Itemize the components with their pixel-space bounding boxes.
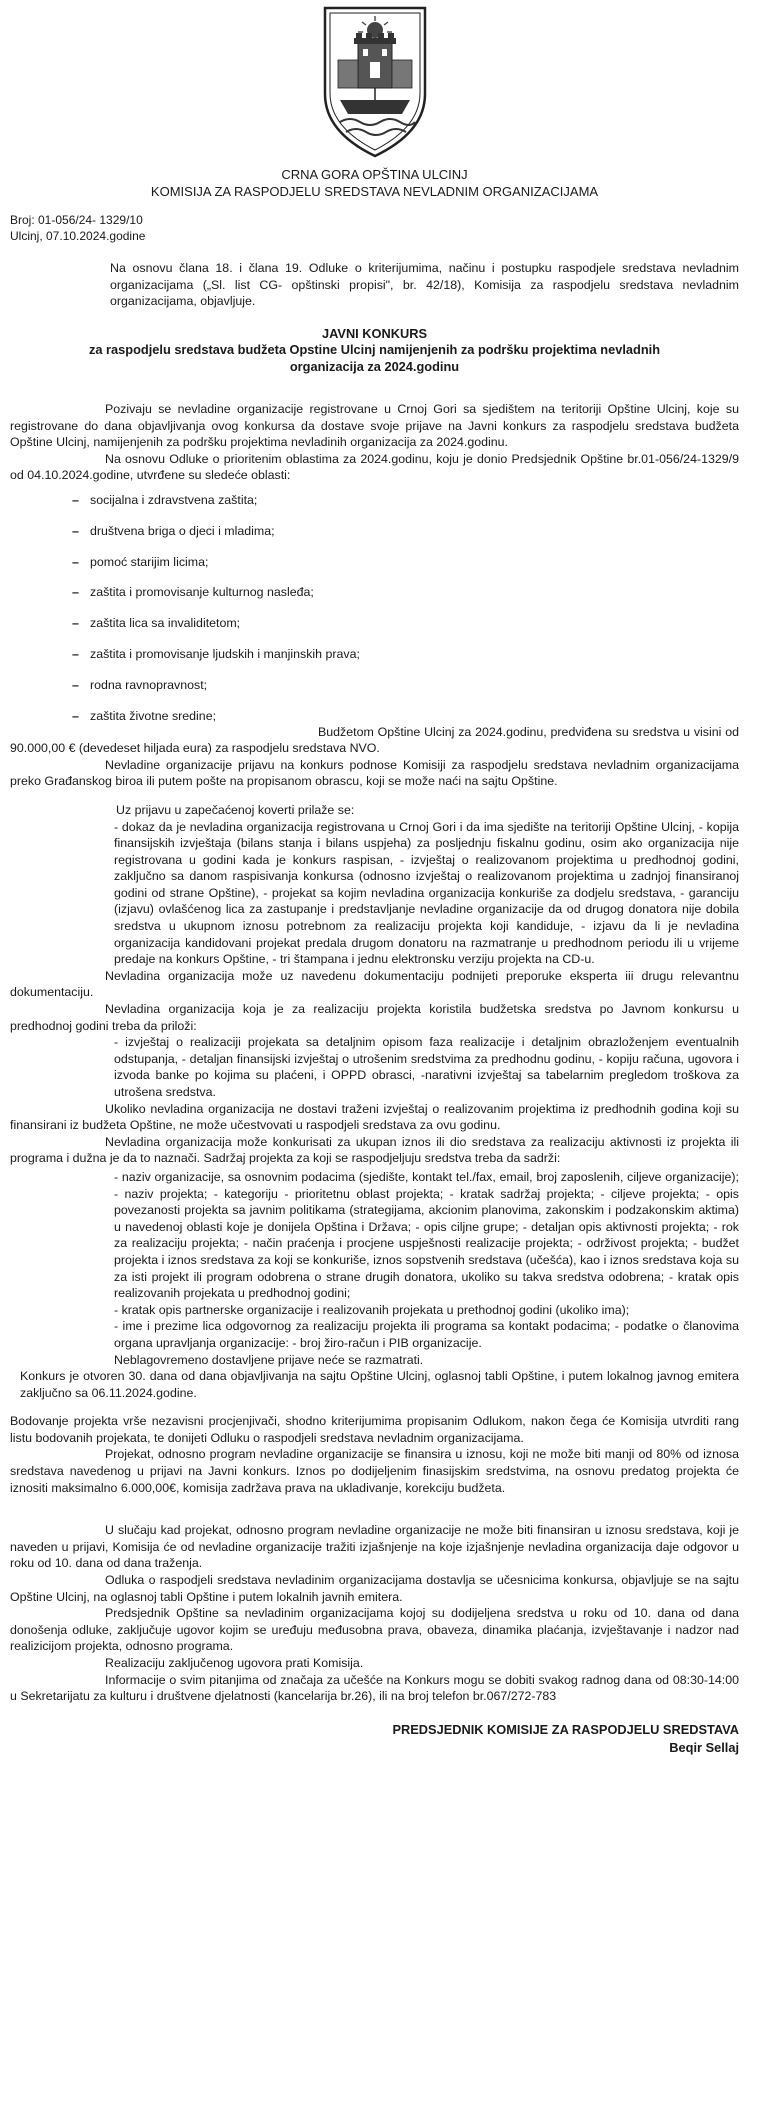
ulcinj-coat-of-arms-icon [310, 2, 440, 162]
list-item: – zaštita i promovisanje ljudskih i manjinskih prava; [72, 646, 360, 661]
title-line-1: JAVNI KONKURS [322, 325, 427, 341]
previous-year-body: - izvještaj o realizaciji projekata sa detaljnim opisom faza realizacije i detaljnim obrazloženjem eventualnih odstupanja, - detaljan finansijski izvještaj o utrošenim sredstvima za predhodnu godinu, - kopiju računa, ugovora i izvoda banke po kojima su plaćeni, i OPPD obrasci, -narativni izvještaj sa tabelarnim pregledom troškova za utrošena sredstva. [114, 1035, 739, 1100]
document-title [10, 326, 739, 375]
basis-paragraph: Na osnovu Odluke o prioritenim oblastima za 2024.godinu, koju je donio Predsjednik Opštine br.01-056/24-1329/9 od 04.10.2024.godine, utvrđene su sledeće oblasti: [10, 451, 739, 483]
funding-limit-paragraph: Projekat, odnosno program nevladine organizacije se finansira u iznosu, koji ne može biti manji od 80% od iznosa sredstava navedenog u prijavi na Javni konkurs. Iznos po dodijeljenim finasijskim sredstvima, na osnovu predatog projekta će iznositi maksimalno 6.000,00€, komisija zadržava prava na ukladivanje, korekciju budžeta. [10, 1447, 739, 1495]
title-line-3: organizacija za 2024.godinu [289, 358, 460, 374]
decision-paragraph: Odluka o raspodjeli sredstava nevladinim organizacijama dostavlja se učesnicima konkursa, objavljuje se na sajtu Opštine Ulcinj, na oglasnoj tabli Opštine i putem lokalnih javnih emitera. [10, 1573, 739, 1604]
header-line-2: KOMISIJA ZA RASPODJELU SREDSTAVA NEVLADNIM ORGANIZACIJAMA [150, 184, 599, 199]
previous-year-title: Nevladina organizacija koja je za realizaciju projekta koristila budžetska sredstva po Javnom konkursu u predhodnoj godini treba da priloži: [10, 1002, 739, 1033]
late-applications-note: Neblagovremeno dostavljene prijave neće se razmatrati. [114, 1352, 424, 1367]
partial-funding-paragraph: U slučaju kad projekat, odnosno program nevladine organizacije ne može biti finansiran u iznosu sredstava, koji je naveden u prijavi, Komisija će od nevladine organizacije tražiti izjašnjenje na koje izjašnjenje nevladina organizacija daje odgovor u roku od 10. dana od dana traženja. [10, 1523, 739, 1571]
open-period-paragraph: Konkurs je otvoren 30. dana od dana objavljivanja na sajtu Opštine Ulcinj, oglasnoj tabli Opštine, i putem lokalnog javnog emitera zaključno sa 06.11.2024.godine. [20, 1369, 739, 1400]
header-line-1: CRNA GORA OPŠTINA ULCINJ [281, 167, 468, 182]
signature-name: Beqir Sellaj [669, 1739, 739, 1755]
project-content-contact: - ime i prezime lica odgovornog za realizaciju projekta ili programa sa kontakt podacima; - podatke o članovima organa upravljanja organizacije: - broj žiro-račun i PIB organizacije. [114, 1319, 739, 1350]
signature-role: PREDSJEDNIK KOMISIJE ZA RASPODJELU SREDSTAVA [392, 1721, 739, 1737]
list-item: – društvena briga o djeci i mladima; [72, 523, 275, 538]
submission-paragraph: Nevladine organizacije prijavu na konkurs podnose Komisiji za raspodjelu sredstava nevladnim organizacijama preko Građanskog biroa ili putem pošte na propisanom obrascu, koji se može naći na sajtu Opštine. [10, 757, 739, 789]
monitoring-paragraph: Realizaciju zaključenog ugovora prati Komisija. [105, 1656, 364, 1671]
reference-block [10, 212, 739, 244]
reference-number: Broj: 01-056/24- 1329/10 [10, 213, 143, 227]
place-date: Ulcinj, 07.10.2024.godine [10, 229, 146, 243]
list-item: – zaštita lica sa invaliditetom; [72, 616, 241, 631]
invite-paragraph: Pozivaju se nevladine organizacije registrovane u Crnoj Gori sa sjedištem na teritoriji Opštine Ulcinj, koje su registrovane do dana objavljivanja ovog konkursa da dostave svoje prijave na Javni konkurs za raspodjelu sredstava budžeta Opštine Ulcinj, namijenjenih za podršku projektima nevladinih organizacija za 2024.godinu. [10, 402, 739, 450]
list-item: – pomoć starijim licima; [72, 554, 209, 569]
document-header [10, 166, 739, 200]
intro-paragraph: Na osnovu člana 18. i člana 19. Odluke o kriterijumima, načinu i postupku raspodjele sredstava nevladnim organizacijama („Sl. list CG- opštinski propisi", br. 42/18), Komisija za raspodjelu sredstava nevladnim organizacijama, objavljuje. [110, 261, 739, 309]
list-item: – rodna ravnopravnost; [72, 677, 208, 692]
list-item: – zaštita životne sredine; [72, 708, 217, 723]
project-content-body: - naziv organizacije, sa osnovnim podacima (sjedište, kontakt tel./fax, email, broj zaposlenih, ciljeve organizacije); - naziv projekta; - kategoriju - prioritetnu oblast projekta; - kratak sadržaj projekta; - ciljeve projekta; - opis povezanosti projekta sa javnim politikama (strategijama, akcionim planovima, zakonskim i podzakonskim aktima) u navedenoj oblasti koje je donijela Opština i Država; - opis ciljne grupe; - detaljan opis aktivnosti projekta; - rok za realizaciju projekta; - način praćenja i procjene uspješnosti realizacije projekta; - održivost projekta; - budžet projekta i iznos sredstava za koji se konkuriše, iznos sopstvenih sredstava (učešća), kao i iznos sredstava koja su za isti projekt ili program odobrena o strane drugih donatora, ukoliko su takva sredstva odobrena; - kratak opis realizovanih projekata u predhodnoj godini; [114, 1169, 739, 1301]
signature-block [10, 1721, 739, 1757]
project-content-partners: - kratak opis partnerske organizacije i realizovanih projekata u prethodnoj godini (ukoliko ima); [114, 1302, 630, 1317]
list-item: – zaštita i promovisanje kulturnog nasleđa; [72, 585, 314, 600]
budget-paragraph: Budžetom Opštine Ulcinj za 2024.godinu, predviđena su sredstva u visini od 90.000,00 € (devedeset hiljada eura) za raspodjelu sredstava NVO. [10, 724, 739, 756]
experts-paragraph: Nevladina organizacija može uz navedenu dokumentaciju podnijeti preporuke eksperta iii drugu relevantnu dokumentaciju. [10, 968, 739, 1000]
contract-paragraph: Predsjednik Opštine sa nevladinim organizacijama kojoj su dodijeljena sredstva u roku od 10. dana od dana donošenja odluke, zaključuje ugovor kojim se uređuju međusobna prava, obaveza, dinamika plaćanja, izvještavanje i nadzor nad realizicijom projekta, odnosno programa. [10, 1606, 739, 1654]
list-item: – socijalna i zdravstvena zaštita; [72, 492, 258, 507]
crest-area [10, 0, 739, 162]
information-paragraph: Informacije o svim pitanjima od značaja za učešće na Konkurs mogu se dobiti svakog radnog dana od 08:30-14:00 u Sekretarijatu za kulturu i društvene djelatnosti (kancelarija br.26), ili na broj telefon br.067/272-783 [10, 1672, 739, 1704]
title-line-2: za raspodjelu sredstava budžeta Opstine Ulcinj namijenjenih za podršku projektima nevladnih [88, 342, 661, 358]
attachments-title: Uz prijavu u zapečaćenoj koverti prilaže se: [116, 802, 355, 817]
no-report-paragraph: Ukoliko nevladina organizacija ne dostavi traženi izvještaj o realizovanim projektima iz predhodnih godina koji su finansirani iz budžeta Opštine, ne može učestvovati u raspodjeli sredstava za ovu godinu. [10, 1101, 739, 1133]
priority-areas-list [10, 492, 739, 724]
partial-amount-paragraph: Nevladina organizacija može konkurisati za ukupan iznos ili dio sredstava za realizaciju aktivnosti iz projekta ili programa i dužna je da to naznači. Sadržaj projekta za koji se raspodjeljuju sredstva treba da sadrži: [10, 1134, 739, 1166]
evaluation-paragraph: Bodovanje projekta vrše nezavisni procjenjivači, shodno kriterijumima propisanim Odlukom, nakon čega će Komisija utvrditi rang listu bodovanih projekata, te donijeti Odluku o raspodjeli sredstava nevladnim organizacijama. [10, 1414, 739, 1445]
attachments-body: - dokaz da je nevladina organizacija registrovana u Crnoj Gori i da ima sjedište na teritoriji Opštine Ulcinj, - kopija finansijskih izvještaja (bilans stanja i bilans uspjeha) za posljednju fiskalnu godinu, osim ako organizacija nije registrovana u godini kada je konkurs raspisan, - izvještaj o realizovanom projektima u predhodnoj godini, zaključno sa danom raspisivanja konkursa (odnosno izvještaj o realizovanom projektima u zadnjoj finansiranoj godini od strane Opštine), - projekat sa kojim nevladina organizacija konkuriše za dodjelu sredstava, - garanciju (izjavu) ovlašćenog lica za zastupanje i predstavljanje nevladine organizacije da od drugog donatora nije dobila sredstva u ukupnom iznosu potrebnom za realizaciju projekta koji kandiduje, - izjavu da li je nevladina organizacija kandidovani projekat predala drugom donatoru na razmatranje u predhodnom periodu ili u vrijeme predaje na konkurs Opštine, - tri štampana i jednu elektronsku verziju projekta na CD-u. [114, 819, 739, 967]
